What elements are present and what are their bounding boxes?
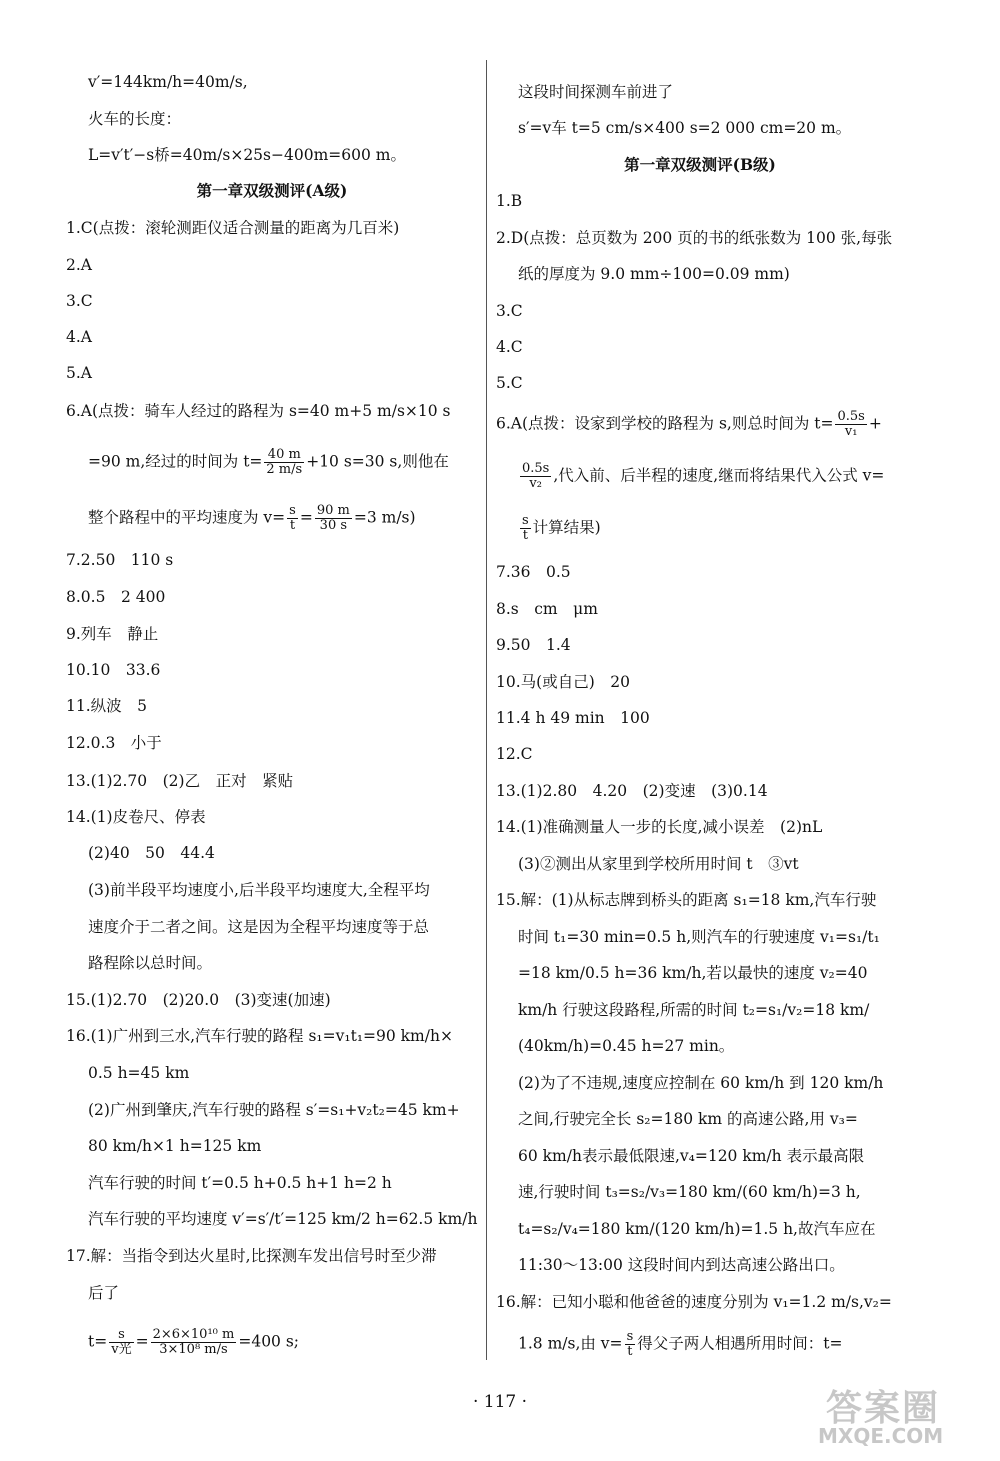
text-segment: 计算结果) (532, 518, 601, 537)
text-segment: ,代入前、后半程的速度,继而将结果代入公式 v= (553, 466, 885, 485)
section-heading-b: 第一章双级测评(B级) (624, 155, 776, 174)
answer-item: 9.列车 静止 (66, 625, 159, 643)
numerator: 90 m (316, 503, 350, 518)
answer-item: 7.2.50 110 s (66, 551, 174, 569)
page-number: · 117 · (472, 1392, 528, 1412)
answer-item: 80 km/h×1 h=125 km (88, 1137, 262, 1155)
numerator: 0.5s (837, 409, 865, 424)
answer-item: (2)广州到肇庆,汽车行驶的路程 s′=s₁+v₂t₂=45 km+ (88, 1101, 460, 1119)
answer-item: 后了 (88, 1284, 120, 1302)
answer-item: 2.A (66, 256, 92, 274)
answer-item: 3.C (66, 292, 93, 310)
text-line: 这段时间探测车前进了 (518, 83, 674, 101)
formula-line (496, 462, 884, 491)
answer-item: 11:30～13:00 这段时间内到达高速公路出口。 (518, 1256, 845, 1274)
fraction (315, 504, 352, 533)
text-segment: =400 s; (238, 1332, 300, 1351)
answer-item: 12.0.3 小于 (66, 734, 162, 752)
answer-item: 16.(1)广州到三水,汽车行驶的路程 s₁=v₁t₁=90 km/h× (66, 1027, 453, 1045)
fraction (835, 410, 866, 439)
formula-line (496, 1330, 842, 1359)
formula-line (66, 504, 416, 533)
text-line: v′=144km/h=40m/s, (88, 73, 248, 91)
watermark-logo (818, 1380, 988, 1450)
answer-item: 11.纵波 5 (66, 697, 148, 715)
answer-item: 9.50 1.4 (496, 636, 571, 654)
text-line: 火车的长度： (88, 110, 182, 128)
answer-item: 1.B (496, 192, 523, 210)
answer-item: 16.解：已知小聪和他爸爸的速度分别为 v₁=1.2 m/s,v₂= (496, 1293, 892, 1311)
fraction (264, 448, 304, 477)
numerator: s (626, 1329, 634, 1344)
numerator: 2×6×10¹⁰ m (152, 1327, 235, 1342)
answer-item: 2.D(点拨：总页数为 200 页的书的纸张数为 100 张,每张 (496, 229, 893, 247)
watermark-url: MXQE.COM (818, 1424, 944, 1448)
text-segment: 整个路程中的平均速度为 v= (88, 508, 286, 527)
answer-item: 6.A(点拨：骑车人经过的路程为 s=40 m+5 m/s×10 s (66, 402, 451, 420)
numerator: s (109, 1328, 133, 1343)
text-segment: = (135, 1332, 149, 1351)
denominator: t (289, 518, 296, 533)
formula-line (66, 448, 449, 477)
denominator: v₂ (529, 476, 542, 491)
text-segment: 得父子两人相遇所用时间：t= (637, 1334, 843, 1353)
fraction (287, 504, 298, 533)
numerator: s (522, 513, 529, 528)
formula-line (496, 514, 601, 543)
answer-item: 8.s cm μm (496, 600, 598, 618)
answer-item: 10.10 33.6 (66, 661, 161, 679)
answer-item: 17.解：当指令到达火星时,比探测车发出信号时至少滞 (66, 1247, 437, 1265)
answer-item: 速,行驶时间 t₃=s₂/v₃=180 km/(60 km/h)=3 h, (518, 1183, 861, 1201)
answer-item: 1.C(点拨：滚轮测距仪适合测量的距离为几百米) (66, 219, 400, 237)
answer-item: 速度介于二者之间。这是因为全程平均速度等于总 (88, 918, 430, 936)
answer-item: 0.5 h=45 km (88, 1064, 190, 1082)
answer-item: 之间,行驶完全长 s₂=180 km 的高速公路,用 v₃= (518, 1110, 858, 1128)
numerator: s (289, 503, 296, 518)
fraction (520, 462, 551, 491)
denominator: t (627, 1344, 633, 1359)
formula-line (66, 1328, 299, 1357)
answer-item: 汽车行驶的平均速度 v′=s′/t′=125 km/2 h=62.5 km/h (88, 1210, 478, 1228)
fraction (625, 1330, 636, 1359)
answer-item: t₄=s₂/v₄=180 km/(120 km/h)=1.5 h,故汽车应在 (518, 1220, 876, 1238)
denominator: v₁ (844, 424, 858, 439)
answer-item: 3.C (496, 302, 523, 320)
answer-item: 5.C (496, 374, 523, 392)
answer-item: 11.4 h 49 min 100 (496, 709, 650, 727)
fraction (520, 514, 531, 543)
answer-item: km/h 行驶这段路程,所需的时间 t₂=s₁/v₂=18 km/ (518, 1001, 870, 1019)
watermark-text: 答案圈 (826, 1388, 941, 1429)
answer-item: 15.解：(1)从标志牌到桥头的距离 s₁=18 km,汽车行驶 (496, 891, 877, 909)
numerator: 40 m (264, 448, 304, 463)
answer-item: 7.36 0.5 (496, 563, 571, 581)
text-segment: =3 m/s) (353, 508, 416, 527)
text-line: s′=v车 t=5 cm/s×400 s=2 000 cm=20 m。 (518, 119, 852, 137)
answer-item: 12.C (496, 745, 533, 763)
text-segment: t= (88, 1332, 108, 1351)
text-segment: =90 m,经过的时间为 t= (88, 452, 263, 471)
text-segment: 6.A(点拨：设家到学校的路程为 s,则总时间为 t= (496, 414, 834, 433)
answer-item: 13.(1)2.80 4.20 (2)变速 (3)0.14 (496, 782, 768, 800)
section-heading-a: 第一章双级测评(A级) (196, 181, 348, 200)
denominator: 3×10⁸ m/s (159, 1342, 228, 1357)
answer-item: (2)为了不违规,速度应控制在 60 km/h 到 120 km/h (518, 1074, 884, 1092)
answer-item: 4.A (66, 328, 92, 346)
numerator: 0.5s (522, 461, 550, 476)
denominator: t (522, 528, 528, 543)
answer-item: (40km/h)=0.45 h=27 min。 (518, 1037, 735, 1055)
denominator: 2 m/s (266, 462, 303, 477)
text-line: L=v′t′−s桥=40m/s×25s−400m=600 m。 (88, 146, 406, 164)
answer-item: 14.(1)准确测量人一步的长度,减小误差 (2)nL (496, 818, 823, 836)
answer-item: (3)②测出从家里到学校所用时间 t ③vt (518, 855, 799, 873)
answer-item: 13.(1)2.70 (2)乙 正对 紧贴 (66, 772, 294, 790)
answer-item: =18 km/0.5 h=36 km/h,若以最快的速度 v₂=40 (518, 964, 868, 982)
answer-item: 汽车行驶的时间 t′=0.5 h+0.5 h+1 h=2 h (88, 1174, 392, 1192)
answer-item: 5.A (66, 364, 92, 382)
answer-item: 4.C (496, 338, 523, 356)
answer-item: (2)40 50 44.4 (88, 844, 215, 862)
answer-item: 时间 t₁=30 min=0.5 h,则汽车的行驶速度 v₁=s₁/t₁ (518, 928, 880, 946)
answer-item: 8.0.5 2 400 (66, 588, 166, 606)
fraction (151, 1328, 237, 1357)
answer-item: 14.(1)皮卷尺、停表 (66, 808, 206, 826)
text-segment: + (868, 414, 882, 433)
denominator: 30 s (319, 518, 348, 533)
formula-line (496, 410, 882, 439)
text-segment: 1.8 m/s,由 v= (518, 1334, 623, 1353)
denominator: v光 (111, 1342, 132, 1357)
answer-item: (3)前半段平均速度小,后半段平均速度大,全程平均 (88, 881, 430, 899)
text-segment: +10 s=30 s,则他在 (306, 452, 449, 471)
column-divider (486, 60, 487, 1360)
fraction (109, 1328, 133, 1357)
answer-item: 10.马(或自己) 20 (496, 673, 630, 691)
answer-item: 路程除以总时间。 (88, 954, 213, 972)
answer-item: 15.(1)2.70 (2)20.0 (3)变速(加速) (66, 991, 331, 1009)
answer-item: 纸的厚度为 9.0 mm÷100=0.09 mm) (518, 265, 790, 283)
answer-item: 60 km/h表示最低限速,v₄=120 km/h 表示最高限 (518, 1147, 865, 1165)
text-segment: = (299, 508, 313, 527)
